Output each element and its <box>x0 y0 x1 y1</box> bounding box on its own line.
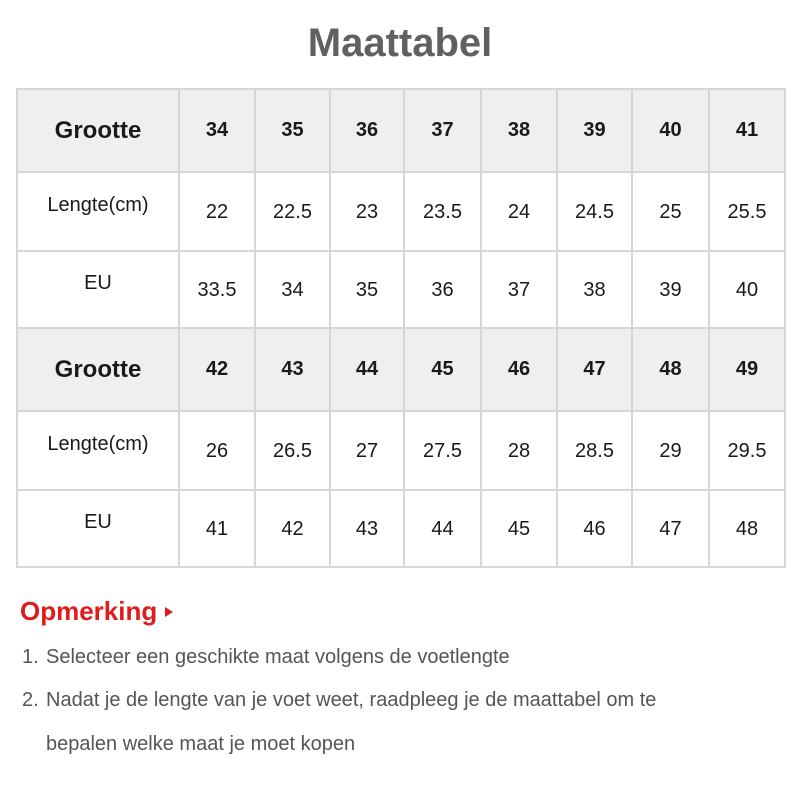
table-cell <box>557 172 632 251</box>
table-cell <box>255 251 330 328</box>
length-value: 22 <box>205 201 229 223</box>
size-cell: 39 <box>557 89 632 172</box>
length-value: 27 <box>355 440 379 462</box>
length-value: 24 <box>507 201 531 223</box>
length-value: 25.5 <box>727 201 767 223</box>
eu-value: 40 <box>735 279 759 301</box>
table-cell <box>481 411 557 490</box>
note-text: Selecteer een geschikte maat volgens de voetlengte <box>46 646 510 668</box>
table-cell <box>330 251 404 328</box>
table-cell <box>632 490 709 567</box>
length-value: 22.5 <box>273 201 312 223</box>
eu-value: 42 <box>281 518 304 540</box>
table-cell <box>709 172 785 251</box>
note-text: Nadat je de lengte van je voet weet, raadpleeg je de maattabel om te <box>46 689 657 711</box>
length-value: 29 <box>659 440 682 462</box>
eu-value: 34 <box>281 279 304 301</box>
eu-value: 44 <box>431 518 454 540</box>
table-cell <box>404 251 481 328</box>
table-cell <box>255 411 330 490</box>
table-row <box>17 172 785 251</box>
page-title: Maattabel <box>307 21 493 65</box>
table-header-row <box>17 89 785 172</box>
table-cell <box>179 490 255 567</box>
table-cell <box>709 251 785 328</box>
table-row <box>17 251 785 328</box>
table-cell <box>255 490 330 567</box>
table-row <box>17 490 785 567</box>
size-cell: 48 <box>632 328 709 411</box>
table-cell <box>179 411 255 490</box>
eu-value: 48 <box>735 518 759 540</box>
table-cell <box>557 490 632 567</box>
length-value: 23 <box>355 201 379 223</box>
row-label-text: EU <box>84 272 112 294</box>
eu-value: 45 <box>507 518 531 540</box>
note-number: 1. <box>22 646 39 668</box>
row-label <box>17 172 179 251</box>
table-cell <box>330 490 404 567</box>
length-value: 27.5 <box>423 440 462 462</box>
size-cell: 46 <box>481 328 557 411</box>
size-cell: 37 <box>404 89 481 172</box>
size-cell: 35 <box>255 89 330 172</box>
note-item <box>22 686 656 758</box>
eu-value: 37 <box>507 279 531 301</box>
eu-value: 35 <box>355 279 379 301</box>
eu-value: 46 <box>583 518 606 540</box>
row-label-text: EU <box>84 511 112 533</box>
length-value: 29.5 <box>727 440 767 462</box>
eu-value: 36 <box>431 279 454 301</box>
table-cell <box>404 411 481 490</box>
eu-value: 43 <box>355 518 379 540</box>
size-cell: 47 <box>557 328 632 411</box>
row-label <box>17 490 179 567</box>
size-cell: 40 <box>632 89 709 172</box>
length-value: 28.5 <box>575 440 614 462</box>
table-header-row <box>17 328 785 411</box>
table-cell <box>481 251 557 328</box>
table-cell <box>557 251 632 328</box>
table-cell <box>255 172 330 251</box>
length-value: 23.5 <box>423 201 462 223</box>
size-cell: 36 <box>330 89 404 172</box>
row-label: Grootte <box>17 328 179 411</box>
row-label <box>17 411 179 490</box>
length-value: 28 <box>507 440 531 462</box>
table-cell <box>632 172 709 251</box>
row-label-text: Lengte(cm) <box>47 194 149 216</box>
size-cell: 38 <box>481 89 557 172</box>
size-cell: 43 <box>255 328 330 411</box>
table-cell <box>404 490 481 567</box>
table-cell <box>481 490 557 567</box>
length-value: 26.5 <box>273 440 312 462</box>
eu-value: 41 <box>205 518 229 540</box>
length-value: 26 <box>205 440 229 462</box>
note-text-continuation: bepalen welke maat je moet kopen <box>46 733 356 755</box>
table-cell <box>632 411 709 490</box>
table-cell <box>404 172 481 251</box>
eu-value: 47 <box>659 518 682 540</box>
eu-value: 38 <box>583 279 606 301</box>
row-label <box>17 251 179 328</box>
table-cell <box>632 251 709 328</box>
size-cell: 49 <box>709 328 785 411</box>
triangle-right-icon <box>165 607 173 617</box>
eu-value: 39 <box>659 279 682 301</box>
size-cell: 42 <box>179 328 255 411</box>
notes-heading <box>20 593 173 629</box>
table-row <box>17 411 785 490</box>
row-label-text: Lengte(cm) <box>47 433 149 455</box>
table-cell <box>330 172 404 251</box>
table-cell <box>709 411 785 490</box>
table-cell <box>330 411 404 490</box>
eu-value: 33.5 <box>197 279 237 301</box>
size-chart-table <box>16 88 786 568</box>
size-cell: 45 <box>404 328 481 411</box>
table-cell <box>557 411 632 490</box>
note-number: 2. <box>22 689 39 711</box>
table-cell <box>481 172 557 251</box>
table-cell <box>179 251 255 328</box>
table-cell <box>709 490 785 567</box>
notes-heading-text: Opmerking <box>20 596 158 626</box>
size-cell: 34 <box>179 89 255 172</box>
row-label: Grootte <box>17 89 179 172</box>
size-cell: 41 <box>709 89 785 172</box>
table-cell <box>179 172 255 251</box>
note-item <box>22 643 510 671</box>
size-cell: 44 <box>330 328 404 411</box>
length-value: 24.5 <box>575 201 614 223</box>
length-value: 25 <box>659 201 682 223</box>
